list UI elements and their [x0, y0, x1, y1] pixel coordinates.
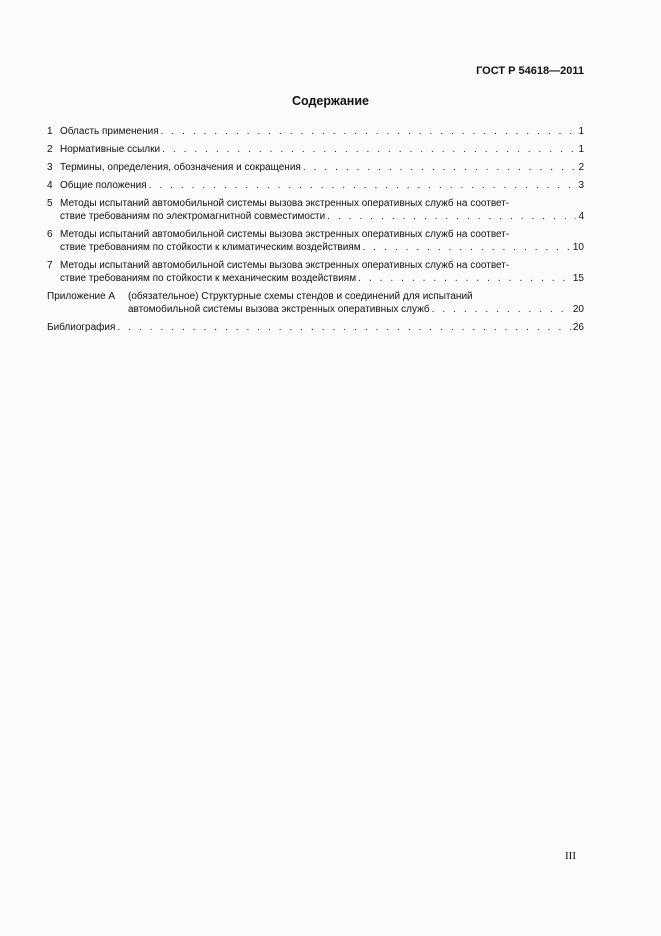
- toc-entry-page: 10: [572, 242, 584, 253]
- leader-dots: [162, 143, 576, 156]
- toc-entry-number: 5: [47, 198, 53, 209]
- toc-entry-title-line-1: Методы испытаний автомобильной системы вызова экстренных оперативных служб на соответ-: [60, 260, 510, 271]
- table-of-contents: [47, 125, 584, 339]
- toc-entry-3[interactable]: [47, 161, 584, 174]
- toc-entry-title: Общие положения: [60, 180, 147, 191]
- toc-entry-page: 20: [572, 304, 584, 315]
- toc-entry-number: 2: [47, 144, 53, 155]
- leader-dots: [149, 179, 577, 192]
- toc-entry-number: 4: [47, 180, 53, 191]
- toc-entry-5[interactable]: [47, 197, 584, 223]
- leader-dots: [327, 210, 576, 223]
- toc-entry-bibliography[interactable]: [47, 321, 584, 334]
- leader-dots: [117, 321, 570, 334]
- toc-entry-page: 3: [578, 180, 584, 191]
- toc-entry-title-line-2: ствие требованиям по стойкости к механическим воздействиям: [60, 273, 357, 284]
- toc-entry-annex-a[interactable]: [47, 290, 584, 316]
- annex-title-line-1: (обязательное) Структурные схемы стендов и соединений для испытаний: [128, 291, 473, 302]
- toc-entry-number: 1: [47, 126, 53, 137]
- leader-dots: [303, 161, 577, 174]
- bibliography-label: Библиография: [47, 322, 116, 333]
- toc-entry-title-line-2: ствие требованиям по электромагнитной совместимости: [60, 211, 326, 222]
- toc-entry-page: 1: [578, 144, 584, 155]
- leader-dots: [358, 272, 571, 285]
- toc-entry-6[interactable]: [47, 228, 584, 254]
- leader-dots: [161, 125, 577, 138]
- toc-entry-title-line-1: Методы испытаний автомобильной системы вызова экстренных оперативных служб на соответ-: [60, 198, 510, 209]
- toc-entry-page: 2: [578, 162, 584, 173]
- toc-entry-title: Нормативные ссылки: [60, 144, 161, 155]
- toc-entry-number: 6: [47, 229, 53, 240]
- annex-title-line-2: автомобильной системы вызова экстренных оперативных служб: [128, 304, 430, 315]
- toc-entry-7[interactable]: [47, 259, 584, 285]
- toc-entry-4[interactable]: [47, 179, 584, 192]
- toc-entry-page: 15: [572, 273, 584, 284]
- leader-dots: [363, 241, 571, 254]
- toc-entry-title: Термины, определения, обозначения и сокращения: [60, 162, 301, 173]
- toc-entry-number: 7: [47, 260, 53, 271]
- annex-label: Приложение А: [47, 291, 116, 302]
- toc-entry-title-line-2: ствие требованиям по стойкости к климатическим воздействиям: [60, 242, 361, 253]
- document-code: ГОСТ Р 54618—2011: [476, 65, 584, 77]
- toc-entry-page: 1: [578, 126, 584, 137]
- toc-entry-2[interactable]: [47, 143, 584, 156]
- toc-title: Содержание: [291, 94, 369, 108]
- page-number: III: [565, 850, 576, 862]
- leader-dots: [432, 303, 571, 316]
- toc-entry-1[interactable]: [47, 125, 584, 138]
- toc-entry-title-line-1: Методы испытаний автомобильной системы вызова экстренных оперативных служб на соответ-: [60, 229, 510, 240]
- toc-entry-number: 3: [47, 162, 53, 173]
- toc-entry-page: 26: [572, 322, 584, 333]
- toc-entry-title: Область применения: [60, 126, 159, 137]
- toc-entry-page: 4: [578, 211, 584, 222]
